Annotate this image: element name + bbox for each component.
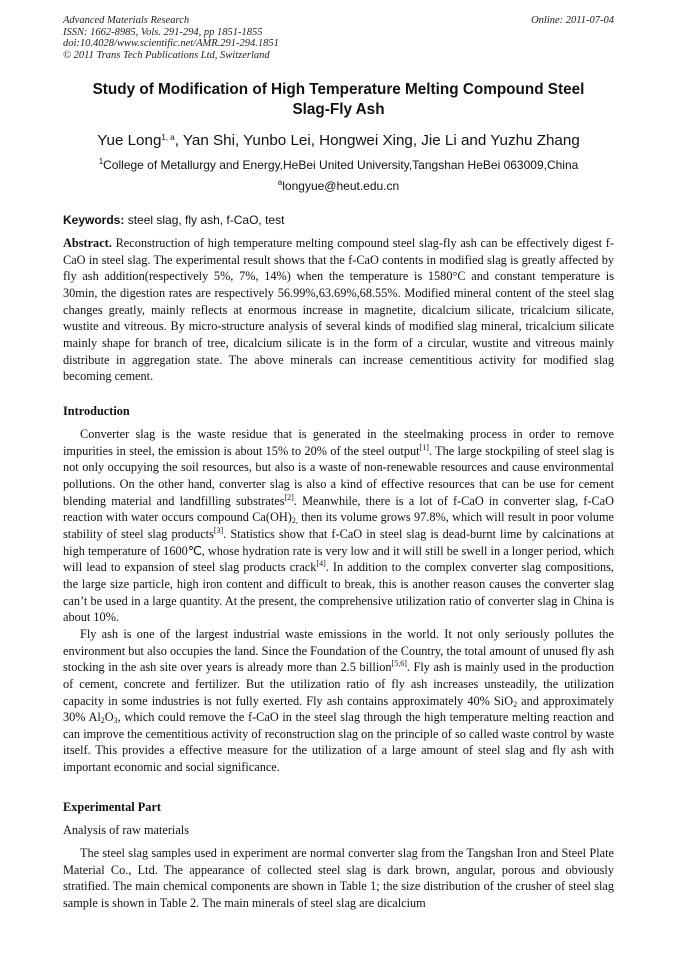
- citation-ref: [1]: [419, 442, 429, 452]
- affiliation: [63, 157, 614, 173]
- abstract-label: Abstract.: [63, 236, 112, 250]
- experimental-paragraph-1: The steel slag samples used in experiment are normal converter slag from the Tangshan Iron and Steel Plate Material Co., Ltd. The appearance of collected steel slag is dark brown, angular, porous and obviously stratified. The main chemical components are shown in Table 1; the size distribution of the crusher of steel slag sample is shown in Table 2. The main minerals of steel slag are dicalcium: [63, 846, 614, 910]
- author-first-affil-mark: 1, a: [161, 133, 175, 142]
- intro-paragraph-2: Fly ash is one of the largest industrial waste emissions in the world. It not only seriously pollutes the environment but also occupies the land. Since the Foundation of the Country, the total amount of unused fly ash stocking in the ash site over years is already more than 2.5 billion[5,6]. Fly ash is mainly used in the production of cement, concrete and fertilizer. But the utilization ratio of fly ash increases unsteadily, the utilization capacity in some industries is not fully exerted. Fly ash contains approximately 40% SiO$_2$ and approximately 30% $Al_2O_3$, which could remove the f-CaO in the steel slag through the high temperature melting reaction and can improve the cementitious activity of reconstruction slag on the principle of so called waste control by waste itself. This provides a effective measure for the utilization of a large amount of steel slag and fly ash with important economic and social significance.: [63, 626, 615, 775]
- introduction-body: [63, 426, 614, 776]
- author-email: [63, 178, 614, 194]
- paper-title: [63, 80, 614, 120]
- title-line-2: Slag-Fly Ash: [292, 101, 385, 118]
- affiliation-text: College of Metallurgy and Energy,HeBei United University,Tangshan HeBei 063009,China: [103, 158, 579, 172]
- keywords-label: Keywords:: [63, 213, 125, 227]
- journal-name: Advanced Materials Research: [63, 15, 190, 26]
- issn-line: ISSN: 1662-8985, Vols. 291-294, pp 1851-1855: [63, 26, 263, 38]
- abstract: [63, 235, 614, 385]
- citation-ref: [2]: [284, 492, 294, 502]
- abstract-text: Reconstruction of high temperature melting compound steel slag-fly ash can be effectively digest f-CaO in steel slag. The experimental result shows that the f-CaO contents in modified slag is greatly affected by fly ash addition(respectively 5%, 7%, 14%) when the temperature is 1580°C and constant temperature is 30min, the digestion rates are respectively 56.99%,63.69%,68.55%. Modified mineral content of the steel slag changes greatly, mainly reflects at enormous increase in magnetite, dicalcium silicate, tricalcium silicate, wustite and vitreous. By micro-structure analysis of several kinds of modified slag mineral, tricalcium silicate mainly shape for branch of tree, dicalcium silicate is in the form of a circular, wustite and vitreous mainly distribute in aggregation state. The above minerals can increase cementitious activity for modified slag becoming cement.: [63, 236, 614, 384]
- experimental-body: [63, 845, 614, 912]
- citation-ref: [4]: [316, 559, 326, 569]
- journal-header: [63, 15, 279, 61]
- author-list: [63, 131, 614, 151]
- experimental-heading: Experimental Part: [63, 800, 162, 814]
- affiliation-mark: 1: [98, 157, 104, 166]
- title-line-1: Study of Modification of High Temperature Melting Compound Steel: [92, 81, 585, 98]
- citation-ref: [3]: [213, 525, 224, 535]
- doi-line: doi:10.4028/www.scientific.net/AMR.291-294.1851: [63, 38, 279, 49]
- email-mark: a: [277, 178, 283, 187]
- keywords: [63, 212, 614, 228]
- citation-ref: [5,6]: [391, 659, 407, 669]
- author-others: , Yan Shi, Yunbo Lei, Hongwei Xing, Jie Li and Yuzhu Zhang: [174, 132, 580, 149]
- online-date: Online: 2011-07-04: [531, 15, 614, 26]
- keywords-text: steel slag, fly ash, f-CaO, test: [124, 213, 285, 227]
- email-text: longyue@heut.edu.cn: [282, 179, 400, 193]
- introduction-heading: Introduction: [63, 404, 130, 418]
- intro-paragraph-1: Converter slag is the waste residue that is generated in the steelmaking process in order to remove impurities in steel, the emission is about 15% to 20% of the steel output[1]. The large stockpiling of steel slag is not only occupying the soil resources, but also is a waste of non-renewable resources and cause environmental pollutions. On the other hand, converter slag is also a kind of effective resources that can be use for cement blending material and landfilling substrates[2]. Meanwhile, there is a lot of f-CaO in converter slag, f-CaO reaction with water occurs compound $Ca(OH)_{2,}$ then its volume grows 97.8%, which will result in poor volume stability of steel slag products[3]. Statistics show that f-CaO in steel slag is dead-burnt lime by calcinations at high temperature of 1600℃, whose hydration rate is very low and it will still be swell in a longer period, which will lead to expansion of steel slag products crack[4]. In addition to the complex converter slag compositions, the large size particle, high iron content and difficult to break, this is another reason causes the converter slag can’t be used in a large quantity. At the present, the comprehensive utilization ratio of converter slag in China is about 10%.: [63, 427, 614, 625]
- experimental-subheading: Analysis of raw materials: [63, 823, 190, 837]
- copyright-line: © 2011 Trans Tech Publications Ltd, Switzerland: [63, 49, 270, 61]
- author-first: Yue Long: [97, 132, 162, 149]
